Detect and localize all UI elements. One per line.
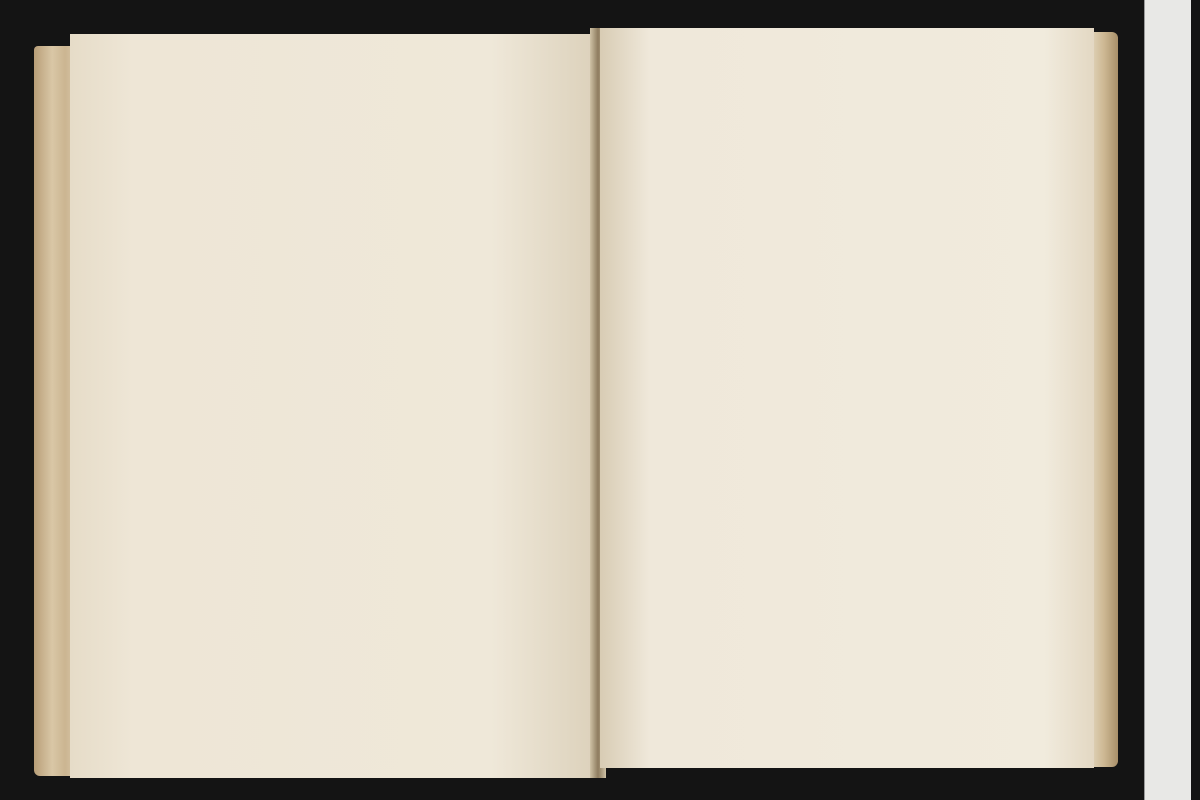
book-edge-right: [1090, 32, 1118, 767]
left-page: [70, 34, 596, 778]
measurement-ruler: [1144, 0, 1191, 800]
right-page: [600, 28, 1094, 768]
